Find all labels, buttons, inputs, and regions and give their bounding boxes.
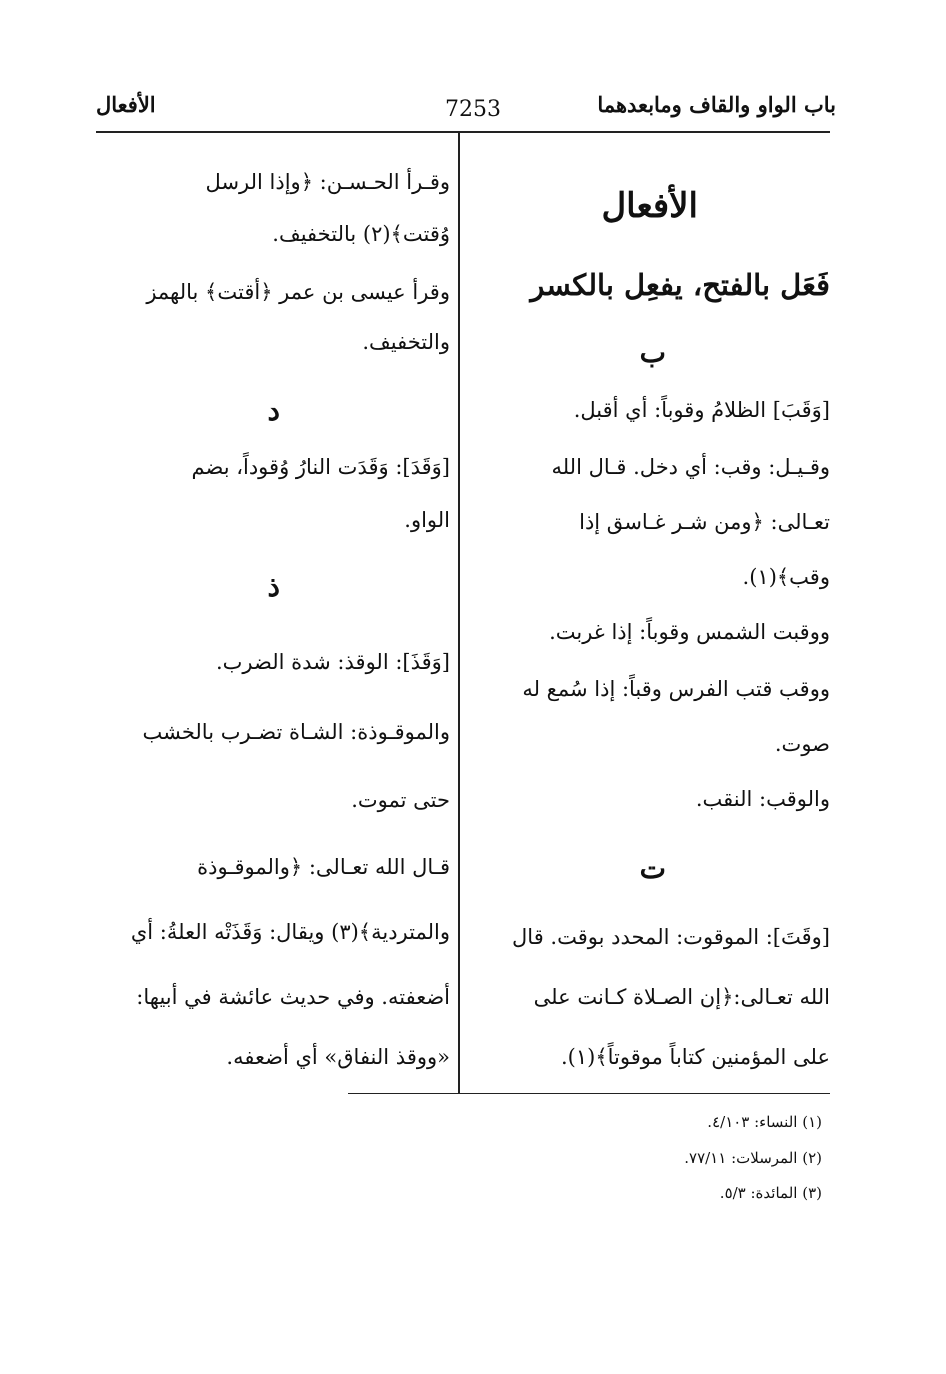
entry-line: وقب﴾(١). bbox=[742, 565, 830, 589]
entry-line: وُقتت﴾(٢) بالتخفيف. bbox=[272, 222, 450, 246]
entry-line: الله تعـالى:﴿إن الصـلاة كـانت على bbox=[533, 985, 830, 1009]
entry-line: [وَقَبَ] الظلامُ وقوباً: أي أقبل. bbox=[573, 398, 830, 422]
entry-line: والموقـوذة: الشـاة تضـرب بالخشب bbox=[142, 720, 450, 744]
entry-line: تعـالى: ﴿ومن شـر غـاسق إذا bbox=[579, 510, 830, 534]
entry-line: «ووقذ النفاق» أي أضعفه. bbox=[226, 1045, 450, 1069]
subsection-title: فَعَل بالفتح، يفعِل بالكسر bbox=[530, 268, 830, 302]
letter-heading-dh: ذ bbox=[267, 570, 280, 603]
entry-line: ووقب قتب الفرس وقباً: إذا سُمع له bbox=[522, 677, 830, 701]
entry-line: قـال الله تعـالى: ﴿والموقـوذة bbox=[197, 855, 450, 879]
entry-line: أضعفته. وفي حديث عائشة في أبيها: bbox=[136, 985, 450, 1009]
entry-line: والتخفيف. bbox=[362, 330, 450, 354]
footnote: (٣) المائدة: ٥/٣. bbox=[719, 1184, 822, 1202]
entry-line: والوقب: النقب. bbox=[695, 787, 830, 811]
entry-line: الواو. bbox=[404, 508, 450, 532]
entry-line: وقرأ عيسى بن عمر ﴿أقتت﴾ بالهمز bbox=[146, 280, 450, 304]
entry-line: [وَقَدَ]: وَقَدَت النارُ وُقوداً، بضم bbox=[191, 455, 450, 479]
entry-line: وقـرأ الحـسـن: ﴿وإذا الرسل bbox=[205, 170, 450, 194]
entry-line: [وقَتَ]: الموقوت: المحدد بوقت. قال bbox=[512, 925, 830, 949]
entry-line: حتى تموت. bbox=[351, 788, 450, 812]
running-header-chapter: باب الواو والقاف ومابعدهما bbox=[597, 92, 836, 117]
footnote: (١) النساء: ٤/١٠٣. bbox=[707, 1113, 822, 1131]
entry-line: وقـيـل: وقب: أي دخل. قـال الله bbox=[551, 455, 830, 479]
section-title: الأفعال bbox=[601, 186, 698, 226]
letter-heading-d: د bbox=[267, 394, 280, 427]
footnote: (٢) المرسلات: ٧٧/١١. bbox=[684, 1149, 822, 1167]
entry-line: صوت. bbox=[774, 732, 830, 756]
entry-line: [وَقَذَ]: الوقذ: شدة الضرب. bbox=[215, 650, 450, 674]
page-number: 7253 bbox=[445, 97, 501, 122]
left-column bbox=[96, 0, 450, 1100]
entry-line: والمتردية﴾(٣) ويقال: وَقَذَتْه العلةُ: أي bbox=[130, 920, 450, 944]
entry-line: ووقبت الشمس وقوباً: إذا غربت. bbox=[549, 620, 830, 644]
right-column bbox=[472, 0, 830, 1100]
column-divider bbox=[458, 133, 460, 1093]
entry-line: على المؤمنين كتاباً موقوتاً﴾(١). bbox=[561, 1045, 830, 1069]
letter-heading-t: ت bbox=[639, 852, 666, 885]
running-header-section: الأفعال bbox=[96, 92, 156, 117]
letter-heading-b: ب bbox=[639, 336, 666, 369]
